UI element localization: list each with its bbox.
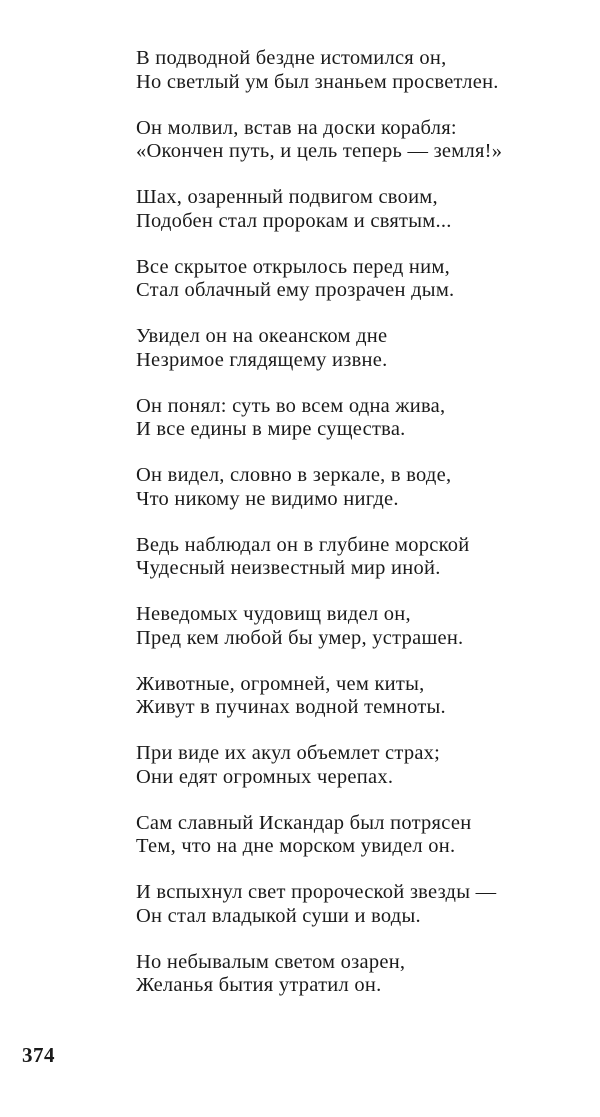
poem-line: Все скрытое открылось перед ним, (136, 255, 450, 278)
poem-line: Он видел, словно в зеркале, в воде, (136, 464, 452, 486)
stanza (136, 186, 576, 233)
poem-line: При виде их акул объемлет страх; (136, 742, 441, 764)
stanza (136, 117, 576, 164)
poem-line: Пред кем любой бы умер, устрашен. (136, 626, 464, 649)
stanza (136, 951, 576, 998)
stanza (136, 464, 576, 511)
poem-line: Они едят огромных черепах. (136, 765, 394, 788)
poem-line: Стал облачный ему прозрачен дым. (136, 279, 455, 301)
poem-line: Он молвил, встав на доски корабля: (136, 116, 457, 139)
poem-line: И все едины в мире существа. (136, 418, 406, 440)
poem-line: Подобен стал пророкам и святым... (136, 209, 452, 232)
poem-line: «Окончен путь, и цель теперь — земля!» (136, 140, 503, 162)
poem-line: И вспыхнул свет пророческой звезды — (136, 881, 497, 903)
page-number: 374 (22, 1043, 55, 1067)
stanza (136, 673, 576, 720)
poem-line: Он понял: суть во всем одна жива, (136, 394, 446, 417)
poem-line: Он стал владыкой суши и воды. (136, 904, 421, 927)
poem-line: Живут в пучинах водной темноты. (136, 696, 446, 718)
poem-line: Но небывалым светом озарен, (136, 950, 406, 973)
poem-line: Но светлый ум был знаньем просветлен. (136, 70, 499, 93)
stanza (136, 603, 576, 650)
stanza (136, 256, 576, 303)
poem-line: Увидел он на океанском дне (136, 325, 388, 347)
poem (136, 47, 576, 1020)
stanza (136, 47, 576, 94)
poem-line: Тем, что на дне морском увидел он. (136, 835, 456, 857)
poem-line: Сам славный Искандар был потрясен (136, 811, 472, 834)
poem-line: Ведь наблюдал он в глубине морской (136, 533, 470, 556)
poem-line: Желанья бытия утратил он. (136, 974, 382, 996)
stanza (136, 742, 576, 789)
poem-line: Чудесный неизвестный мир иной. (136, 557, 441, 579)
stanza (136, 395, 576, 442)
poem-line: Незримое глядящему извне. (136, 348, 388, 371)
poem-line: Животные, огромней, чем киты, (136, 672, 425, 695)
poem-line: Что никому не видимо нигде. (136, 487, 399, 510)
stanza (136, 325, 576, 372)
stanza (136, 881, 576, 928)
poem-line: Шах, озаренный подвигом своим, (136, 186, 438, 208)
stanza (136, 534, 576, 581)
poem-line: В подводной бездне истомился он, (136, 47, 447, 69)
poem-line: Неведомых чудовищ видел он, (136, 603, 411, 625)
stanza (136, 812, 576, 859)
